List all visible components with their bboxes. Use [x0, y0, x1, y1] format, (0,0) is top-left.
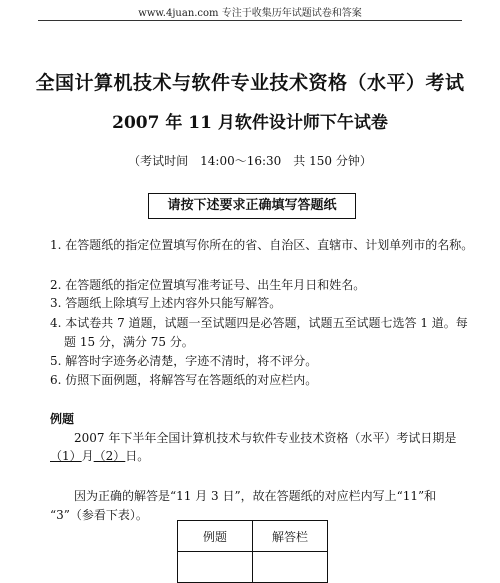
example-answer-line1: 因为正确的解答是“11 月 3 日”，故在答题纸的对应栏内写上“11”和	[74, 489, 437, 503]
example-question-line1: 2007 年下半年全国计算机技术与软件专业技术资格（水平）考试日期是	[74, 431, 457, 445]
header-rule	[38, 20, 462, 21]
blank-2: （2）	[93, 449, 126, 463]
notice-box: 请按下述要求正确填写答题纸	[148, 193, 356, 219]
instruction-2: 2. 在答题纸的指定位置填写准考证号、出生年月日和姓名。	[50, 278, 366, 292]
instruction-6: 6. 仿照下面例题，将解答写在答题纸的对应栏内。	[50, 373, 318, 387]
blank-1: （1）	[50, 449, 82, 463]
exam-title: 全国计算机技术与软件专业技术资格（水平）考试	[35, 72, 465, 94]
table-cell	[253, 552, 328, 583]
instruction-1: 1. 在答题纸的指定位置填写你所在的省、自治区、直辖市、计划单列市的名称。	[50, 238, 474, 252]
answer-table	[177, 520, 328, 583]
page-header: www.4juan.com 专注于收集历年试题试卷和答案	[138, 8, 362, 19]
paper-title: 2007 年 11 月软件设计师下午试卷	[112, 113, 388, 133]
instruction-3: 3. 答题纸上除填写上述内容外只能写解答。	[50, 296, 282, 310]
exam-time: （考试时间 14:00～16:30 共 150 分钟）	[128, 154, 372, 168]
example-heading: 例题	[50, 412, 75, 426]
instruction-4-cont: 题 15 分，满分 75 分。	[64, 335, 194, 349]
month-text: 月	[81, 449, 94, 463]
example-answer-line2: “3”（参看下表）。	[50, 508, 148, 522]
table-row	[178, 552, 328, 583]
instruction-5: 5. 解答时字迹务必清楚，字迹不清时，将不评分。	[50, 354, 318, 368]
table-row	[178, 521, 328, 552]
table-cell	[178, 552, 253, 583]
table-header-example: 例题	[178, 521, 253, 552]
instruction-4: 4. 本试卷共 7 道题，试题一至试题四是必答题，试题五至试题七选答 1 道。每	[50, 316, 468, 330]
table-header-answer: 解答栏	[253, 521, 328, 552]
example-question-line2	[50, 447, 149, 464]
day-text: 日。	[125, 449, 150, 463]
